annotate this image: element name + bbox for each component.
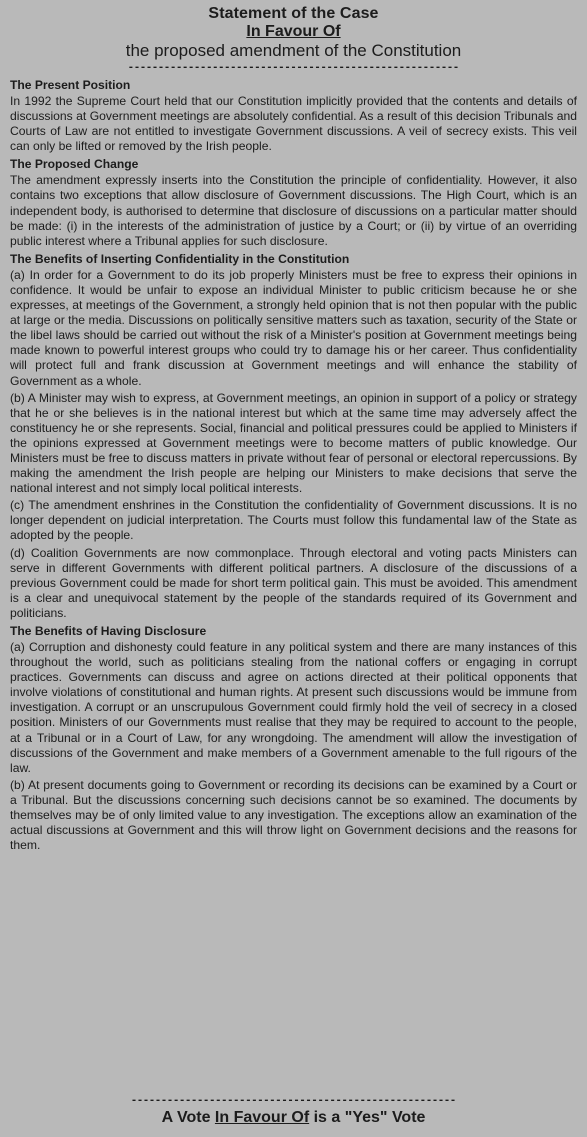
section-heading: The Benefits of Inserting Confidentiality in the Constitution bbox=[10, 251, 350, 266]
title-divider: ------------------------------------------------------- bbox=[127, 62, 460, 73]
paragraph: (b) At present documents going to Government or recording its decisions can be examined by a Court or a Tribunal. But the discussions concerning such decisions cannot be so examined. The documents by themselves may be of only limited value to any investigation. The exceptions allow an examination of the actual discussions at Government and this will throw light on Government decisions and the reasons for them. bbox=[10, 777, 577, 853]
section-heading: The Proposed Change bbox=[10, 157, 139, 172]
title-line-1: Statement of the Case bbox=[208, 5, 379, 22]
paragraph: (a) Corruption and dishonesty could feature in any political system and there are many instances of this throughout the world, such as politicians stealing from the national coffers or engaging in corrupt practices. Governments can discuss and agree on actions directed at their political opponents that involve violations of constitutional and human rights. At present such discussions would be immune from investigation. A corrupt or an unscrupulous Government could firmly hold the veil of secrecy in a closed position. Ministers of our Governments must realise that they may be required to account to the people, at a Tribunal or in a Court of Law, for any wrongdoing. The amendment will allow the investigation of discussions of the Government and make members of a Government amenable to the full rigours of the law. bbox=[10, 640, 577, 775]
section-benefits-confidentiality bbox=[10, 251, 577, 621]
section-proposed-change bbox=[10, 156, 577, 248]
title-line-2: In Favour Of bbox=[246, 23, 341, 40]
section-heading: The Present Position bbox=[10, 78, 131, 92]
paragraph: (c) The amendment enshrines in the Constitution the confidentiality of Government discussions. It is no longer dependent on judicial interpretation. The Courts must follow this fundamental law of the State as adopted by the people. bbox=[10, 498, 577, 543]
paragraph: The amendment expressly inserts into the Constitution the principle of confidentiality. However, it also contains two exceptions that allow disclosure of Government discussions. The High Court, which is an independent body, is authorised to determine that disclosure of discussions on a particular matter should be made: (i) in the interests of the administration of justice by a Court; or (ii) by virtue of an overriding public interest where a Tribunal applies for such disclosure. bbox=[10, 173, 577, 248]
paragraph: In 1992 the Supreme Court held that our Constitution implicitly provided that the contents and details of discussions at Government meetings are absolutely confidential. As a result of this decision Tribunals and Courts of Law are not entitled to investigate Government discussions. A veil of secrecy exists. This veil can only be lifted or removed by the Irish people. bbox=[10, 94, 577, 154]
title-block bbox=[10, 4, 577, 75]
vote-suffix: is a "Yes" Vote bbox=[309, 1109, 426, 1126]
paragraph: (d) Coalition Governments are now commonplace. Through electoral and voting pacts Ministers can serve in different Governments with different political partners. A disclosure of the discussions of a previous Government could be made for short term political gain. This must be avoided. This amendment is a clear and unequivocal statement by the people of the standards required of its Government and politicians. bbox=[10, 545, 577, 620]
section-benefits-disclosure bbox=[10, 623, 577, 853]
vote-statement bbox=[0, 1108, 587, 1128]
footer bbox=[0, 1094, 587, 1128]
vote-prefix: A Vote bbox=[161, 1109, 215, 1126]
section-present-position bbox=[10, 77, 577, 154]
vote-underlined: In Favour Of bbox=[214, 1109, 310, 1126]
paragraph: (b) A Minister may wish to express, at Government meetings, an opinion in support of a policy or strategy that he or she believes is in the national interest but which at the same time may adversely affect the constituency he or she represents. Social, financial and political pressures could be applied to Ministers if the opinions expressed at Government meetings were to become matters of public knowledge. Our Ministers must be free to discuss matters in private without fear of personal or electoral repercussions. By making the amendment the Irish people are helping our Ministers to make decisions that serve the national interest and not simply local political interests. bbox=[10, 390, 577, 496]
title-line-3: the proposed amendment of the Constitution bbox=[125, 41, 462, 60]
paragraph: (a) In order for a Government to do its job properly Ministers must be free to express their opinions in confidence. It would be unfair to expose an individual Minister to public criticism because he or she expresses, at meetings of the Government, a strongly held opinion that is not then popular with the public at large or the media. Discussions on politically sensitive matters such as taxation, security of the State or the libel laws should be carried out without the risk of a Minister's position at Government meetings being made known to powerful interest groups who could try to damage his or her career. Thus confidentiality will protect full and frank discussion at Government meetings and will enhance the stability of Government as a whole. bbox=[10, 267, 577, 388]
section-heading: The Benefits of Having Disclosure bbox=[10, 624, 207, 638]
footer-divider: ------------------------------------------------------ bbox=[130, 1095, 457, 1106]
